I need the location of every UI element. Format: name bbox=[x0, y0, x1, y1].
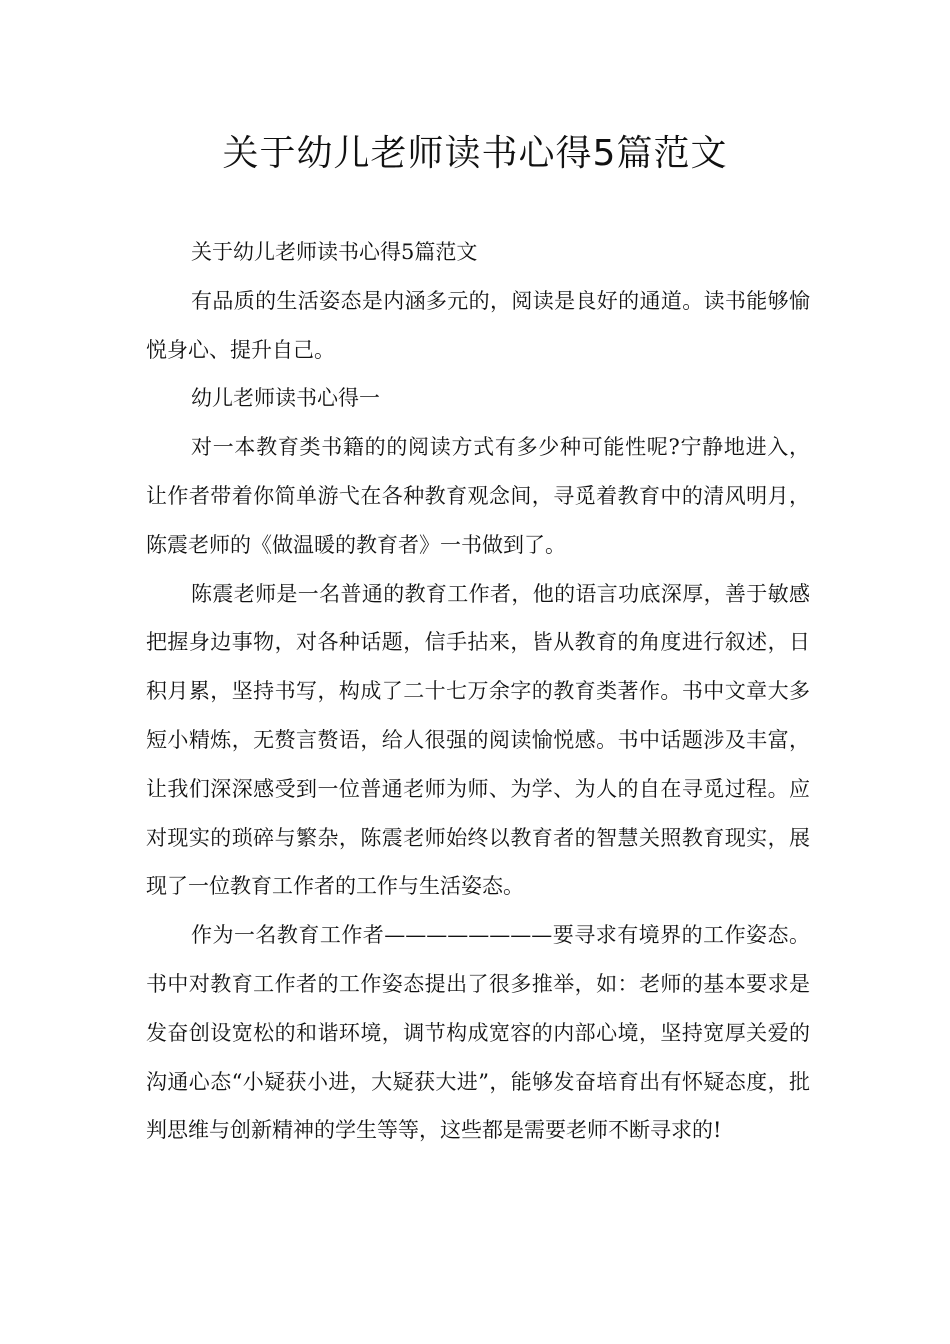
paragraph-intro: 有品质的生活姿态是内涵多元的，阅读是良好的通道。读书能够愉悦身心、提升自己。 bbox=[146, 288, 810, 362]
paragraph: 陈震老师是一名普通的教育工作者，他的语言功底深厚，善于敏感把握身边事物，对各种话题，信手拈来，皆从教育的角度进行叙述，日积月累，坚持书写，构成了二十七万余字的教育类著作。书中文章大多短小精炼，无赘言赘语，给人很强的阅读愉悦感。书中话题涉及丰富，让我们深深感受到一位普通老师为师、为学、为人的自在寻觅过程。应对现实的琐碎与繁杂，陈震老师始终以教育者的智慧关照教育现实，展现了一位教育工作者的工作与生活姿态。 bbox=[146, 581, 810, 899]
paragraph: 作为一名教育工作者————————要寻求有境界的工作姿态。书中对教育工作者的工作姿态提出了很多推举，如：老师的基本要求是发奋创设宽松的和谐环境，调节构成宽容的内部心境，坚持宽厚关爱的沟通心态“小疑获小进，大疑获大进”，能够发奋培育出有怀疑态度，批判思维与创新精神的学生等等，这些都是需要老师不断寻求的! bbox=[146, 923, 810, 1143]
paragraph: 对一本教育类书籍的的阅读方式有多少种可能性呢?宁静地进入，让作者带着你简单游弋在各种教育观念间，寻觅着教育中的清风明月，陈震老师的《做温暖的教育者》一书做到了。 bbox=[146, 435, 810, 557]
section-heading: 幼儿老师读书心得一 bbox=[191, 386, 380, 411]
paragraph-subtitle: 关于幼儿老师读书心得5篇范文 bbox=[191, 240, 478, 264]
document-body bbox=[146, 228, 810, 1155]
document-title: 关于幼儿老师读书心得5篇范文 bbox=[222, 133, 728, 174]
